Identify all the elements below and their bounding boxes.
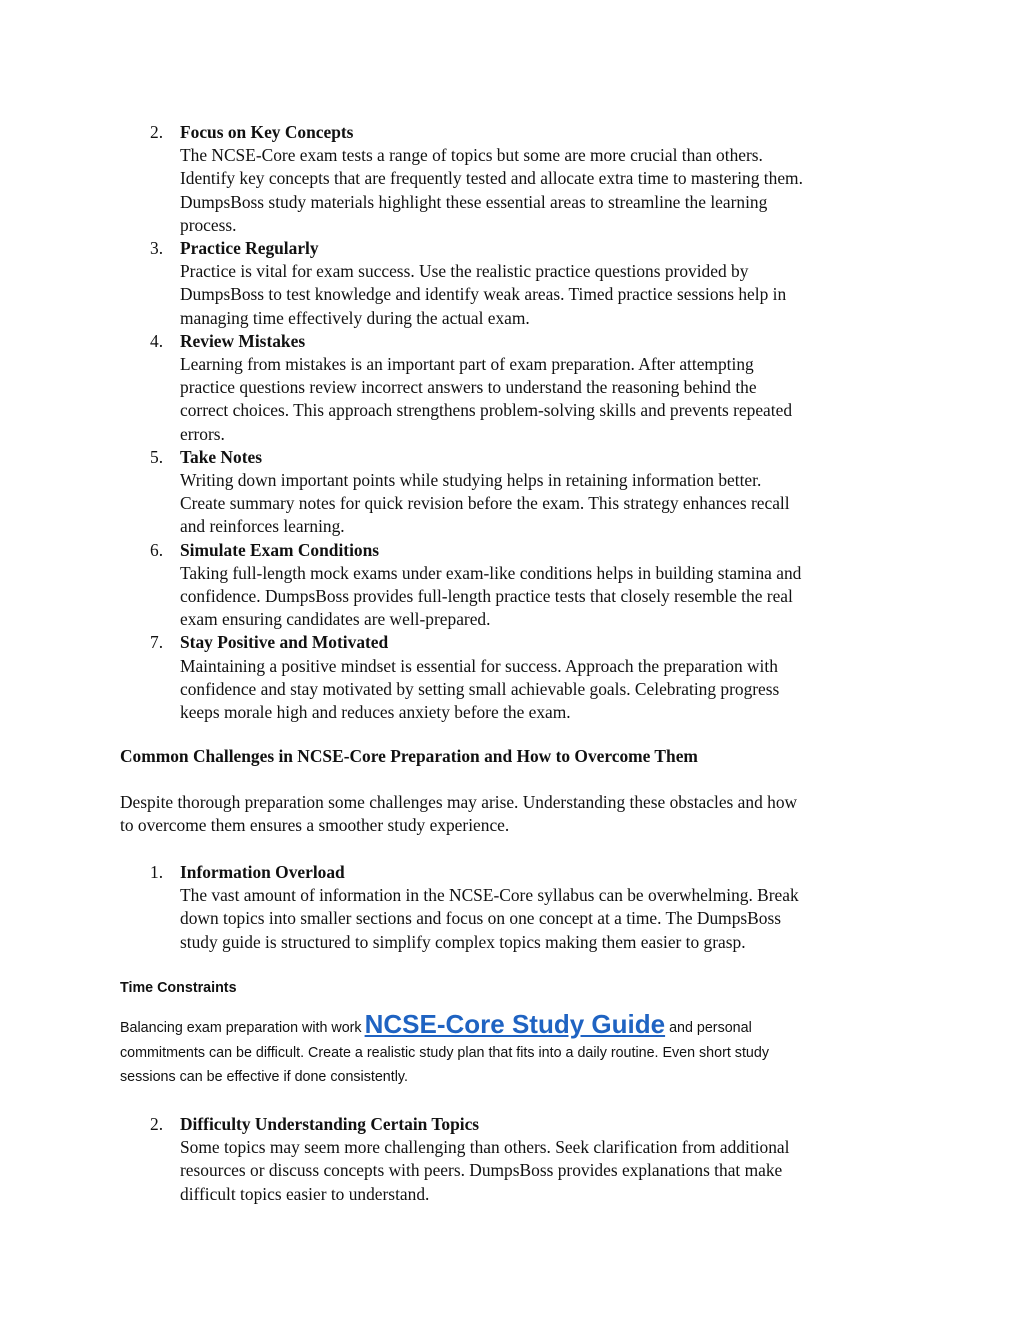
time-constraints-paragraph xyxy=(120,1009,940,1090)
item-line: Writing down important points while studying helps in retaining information better. xyxy=(180,470,762,491)
item-number: 1. xyxy=(150,862,164,882)
item-line: study guide is structured to simplify complex topics making them easier to grasp. xyxy=(180,931,746,952)
item-line: Learning from mistakes is an important part of exam preparation. After attempting xyxy=(180,354,754,375)
item-title: Focus on Key Concepts xyxy=(180,122,354,142)
item-title: Review Mistakes xyxy=(180,330,306,351)
list-item xyxy=(120,539,920,632)
item-line: process. xyxy=(180,214,237,235)
list-item xyxy=(120,121,920,237)
item-title: Take Notes xyxy=(180,446,262,467)
item-line: Create summary notes for quick revision before the exam. This strategy enhances recall xyxy=(180,493,790,514)
text-after-link: and personal xyxy=(669,1020,752,1036)
challenges-list xyxy=(120,861,920,954)
item-number: 5. xyxy=(150,446,164,467)
item-line: The NCSE-Core exam tests a range of topics but some are more crucial than others. xyxy=(180,145,763,166)
item-number: 2. xyxy=(150,122,164,142)
item-title: Information Overload xyxy=(180,862,345,882)
item-line: practice questions review incorrect answers to understand the reasoning behind the xyxy=(180,377,757,398)
item-number: 4. xyxy=(150,330,164,351)
item-title: Stay Positive and Motivated xyxy=(180,632,389,653)
list-item xyxy=(120,330,920,446)
intro-line: to overcome them ensures a smoother study experience. xyxy=(120,815,510,836)
item-number: 2. xyxy=(150,1114,164,1134)
item-line: The vast amount of information in the NCSE-Core syllabus can be overwhelming. Break xyxy=(180,885,799,906)
intro-paragraph xyxy=(120,791,920,837)
item-number: 6. xyxy=(150,539,164,560)
list-item xyxy=(120,861,920,954)
item-line: errors. xyxy=(180,423,225,444)
study-guide-link[interactable]: NCSE-Core Study Guide xyxy=(364,1009,666,1039)
item-line: Some topics may seem more challenging than others. Seek clarification from additional xyxy=(180,1137,790,1158)
item-title: Practice Regularly xyxy=(180,238,319,259)
item-line: Identify key concepts that are frequently tested and allocate extra time to mastering them. xyxy=(180,168,803,189)
item-line: Taking full-length mock exams under exam-like conditions helps in building stamina and xyxy=(180,562,802,583)
item-title: Simulate Exam Conditions xyxy=(180,539,380,560)
item-line: down topics into smaller sections and focus on one concept at a time. The DumpsBoss xyxy=(180,908,781,929)
item-line: DumpsBoss study materials highlight these essential areas to streamline the learning xyxy=(180,191,768,212)
item-line: confidence. DumpsBoss provides full-length practice tests that closely resemble the real xyxy=(180,586,793,607)
item-line: confidence and stay motivated by setting small achievable goals. Celebrating progress xyxy=(180,678,780,699)
item-number: 3. xyxy=(150,238,164,259)
list-item xyxy=(120,1113,920,1206)
challenges-list-continued xyxy=(120,1113,920,1206)
item-line: resources or discuss concepts with peers. DumpsBoss provides explanations that make xyxy=(180,1160,783,1181)
item-line: keeps morale high and reduces anxiety before the exam. xyxy=(180,702,571,723)
time-constraints-title: Time Constraints xyxy=(120,980,237,996)
list-item xyxy=(120,237,920,330)
item-line: and reinforces learning. xyxy=(180,516,345,537)
item-line: DumpsBoss to test knowledge and identify weak areas. Timed practice sessions help in xyxy=(180,284,787,305)
tips-list xyxy=(120,121,920,724)
item-line: correct choices. This approach strengthens problem-solving skills and prevents repeated xyxy=(180,400,793,421)
paragraph-line: commitments can be difficult. Create a realistic study plan that fits into a daily routine. Even short study xyxy=(120,1044,769,1061)
section-heading: Common Challenges in NCSE-Core Preparation and How to Overcome Them xyxy=(120,746,698,766)
paragraph-line: sessions can be effective if done consistently. xyxy=(120,1069,408,1085)
paragraph-line xyxy=(120,1009,940,1041)
item-line: exam ensuring candidates are well-prepared. xyxy=(180,609,491,630)
item-number: 7. xyxy=(150,632,164,653)
item-line: Practice is vital for exam success. Use the realistic practice questions provided by xyxy=(180,261,749,282)
intro-line: Despite thorough preparation some challenges may arise. Understanding these obstacles and how xyxy=(120,792,798,812)
item-line: managing time effectively during the actual exam. xyxy=(180,307,530,328)
list-item xyxy=(120,631,920,724)
item-title: Difficulty Understanding Certain Topics xyxy=(180,1114,480,1134)
text-before-link: Balancing exam preparation with work xyxy=(120,1020,362,1036)
list-item xyxy=(120,446,920,539)
item-line: difficult topics easier to understand. xyxy=(180,1183,430,1204)
item-line: Maintaining a positive mindset is essential for success. Approach the preparation with xyxy=(180,655,778,676)
